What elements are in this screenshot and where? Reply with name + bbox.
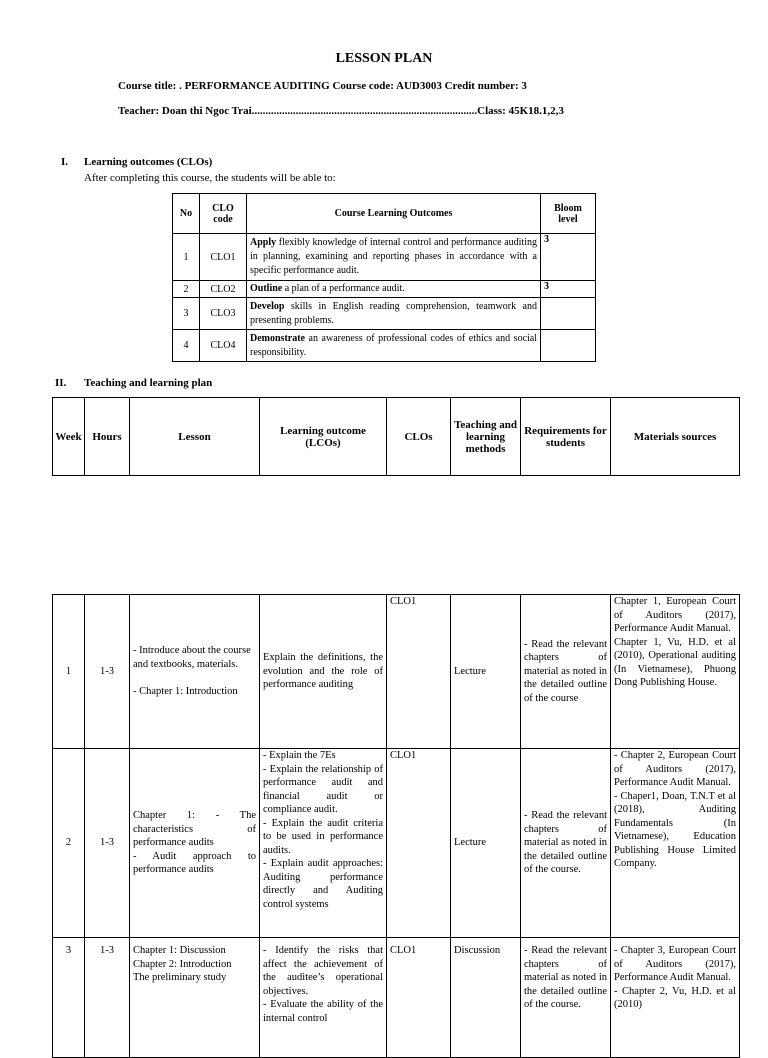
section-2-number: II.: [55, 377, 67, 389]
plan-materials-line: - Chapter 3, European Court of Auditors (2017), Performance Audit Manual.: [614, 945, 736, 983]
plan-outcome-line: Explain the definitions, the evolution and the role of performance auditing: [263, 652, 383, 691]
clo-text: skills in English reading comprehension, teamwork and presenting problems.: [250, 300, 537, 326]
clo-header-code: CLO code: [200, 194, 247, 234]
plan-lesson-line: - Audit approach to performance audits: [133, 850, 256, 876]
clo-row: [173, 281, 596, 298]
plan-header-requirements: Requirements for students: [521, 398, 611, 476]
clo-outcome: [247, 281, 541, 298]
plan-method: Lecture: [451, 595, 521, 749]
plan-materials: [611, 938, 740, 1058]
plan-week: 2: [53, 749, 85, 938]
plan-outcome-line: - Explain the relationship of performance audit and financial audit or compliance audit.: [263, 763, 383, 815]
clo-text: a plan of a performance audit.: [282, 283, 405, 294]
clo-verb: Outline: [250, 283, 283, 294]
clo-no: 2: [173, 281, 200, 298]
plan-outcome-line: - Explain the 7Es: [263, 750, 336, 761]
plan-row: [53, 938, 740, 1058]
clo-table: [172, 193, 596, 362]
plan-lesson-line: Chapter 1: Discussion: [133, 945, 226, 956]
teacher-info-line: Teacher: Doan thi Ngoc Trai..................................................................................Class: 45K18.1,2,3: [118, 105, 564, 117]
plan-week: 3: [53, 938, 85, 1058]
plan-materials: [611, 749, 740, 938]
clo-outcome: [247, 234, 541, 281]
plan-header-outcome: Learning outcome (LCOs): [260, 398, 387, 476]
clo-code: CLO4: [200, 330, 247, 362]
plan-header-row: [53, 398, 740, 476]
plan-table: [52, 594, 740, 1058]
plan-method: Lecture: [451, 749, 521, 938]
plan-materials-line: - Chapter 2, Vu, H.D. et al (2010): [614, 985, 736, 1010]
plan-header-methods: Teaching and learning methods: [451, 398, 521, 476]
plan-hours: 1-3: [85, 749, 130, 938]
clo-verb: Demonstrate: [250, 332, 305, 344]
plan-method: Discussion: [451, 938, 521, 1058]
plan-header-week: Week: [53, 398, 85, 476]
plan-lesson-line: - Chapter 1: Introduction: [133, 686, 238, 698]
plan-outcome: [260, 938, 387, 1058]
clo-header-no: No: [173, 194, 200, 234]
plan-header-materials: Materials sources: [611, 398, 740, 476]
plan-week: 1: [53, 595, 85, 749]
clo-code: CLO1: [200, 234, 247, 281]
plan-outcome: [260, 595, 387, 749]
plan-lesson: [130, 749, 260, 938]
plan-outcome-line: - Explain the audit criteria to be used in performance audits.: [263, 817, 383, 856]
clo-row: [173, 234, 596, 281]
plan-materials-line: Chapter 1, European Court of Auditors (2017), Performance Audit Manual.: [614, 596, 736, 634]
clo-code: CLO3: [200, 298, 247, 330]
clo-no: 3: [173, 298, 200, 330]
plan-lesson-line: The preliminary study: [133, 972, 227, 983]
plan-outcome-line: - Explain audit approaches: Auditing performance directly and Auditing control systems: [263, 858, 383, 910]
plan-outcome-line: - Evaluate the ability of the internal control: [263, 999, 383, 1024]
plan-outcome-line: - Identify the risks that affect the achievement of the auditee’s operational objectives.: [263, 945, 383, 997]
section-2-heading: Teaching and learning plan: [84, 377, 213, 389]
plan-lesson-line: Chapter 1: - The characteristics of performance audits: [133, 810, 256, 849]
plan-requirements: - Read the relevant chapters of material as noted in the detailed outline of the course.: [521, 749, 611, 938]
clo-bloom: 3: [541, 234, 596, 281]
clo-text: flexibly knowledge of internal control and performance auditing in planning, examining and reporting phases in accordance with a specific performance audit.: [250, 237, 537, 276]
plan-materials: [611, 595, 740, 749]
clo-verb: Develop: [250, 300, 285, 312]
plan-header-clos: CLOs: [387, 398, 451, 476]
plan-materials-line: - Chaper1, Doan, T.N.T et al (2018), Auditing Fundamentals (In Vietnamese), Education Publishing House Limited Company.: [614, 790, 736, 869]
section-1-number: I.: [61, 156, 69, 168]
clo-bloom: 3: [541, 281, 596, 298]
plan-materials-line: Chapter 1, Vu, H.D. et al (2010), Operational auditing (In Vietnamese), Phuong Dong Publishing House.: [614, 636, 736, 688]
plan-header-lesson: Lesson: [130, 398, 260, 476]
clo-header-bloom: Bloom level: [541, 194, 596, 234]
plan-outcome: [260, 749, 387, 938]
plan-hours: 1-3: [85, 595, 130, 749]
plan-clos: CLO1: [387, 938, 451, 1058]
clo-verb: Apply: [250, 237, 277, 248]
clo-header-outcomes: Course Learning Outcomes: [247, 194, 541, 234]
clo-bloom: [541, 298, 596, 330]
plan-row: [53, 749, 740, 938]
plan-lesson: [130, 595, 260, 749]
section-1-heading: Learning outcomes (CLOs): [84, 156, 213, 168]
clo-outcome: [247, 330, 541, 362]
clo-code: CLO2: [200, 281, 247, 298]
plan-header-hours: Hours: [85, 398, 130, 476]
page-title: LESSON PLAN: [335, 51, 433, 66]
plan-row: [53, 595, 740, 749]
clo-no: 4: [173, 330, 200, 362]
plan-requirements: - Read the relevant chapters of material as noted in the detailed outline of the course: [521, 595, 611, 749]
plan-hours: 1-3: [85, 938, 130, 1058]
plan-lesson-line: Chapter 2: Introduction: [133, 958, 232, 970]
plan-clos: CLO1: [387, 595, 451, 749]
clo-text: an awareness of professional codes of ethics and social responsibility.: [250, 332, 537, 358]
section-1-intro: After completing this course, the students will be able to:: [84, 172, 336, 184]
clo-table-header-row: [173, 194, 596, 234]
plan-header-table: [52, 397, 740, 476]
clo-row: [173, 298, 596, 330]
plan-lesson-line: - Introduce about the course and textbooks, materials.: [133, 645, 251, 670]
plan-lesson: [130, 938, 260, 1058]
clo-outcome: [247, 298, 541, 330]
plan-materials-line: - Chapter 2, European Court of Auditors (2017), Performance Audit Manual.: [614, 750, 736, 788]
plan-clos: CLO1: [387, 749, 451, 938]
plan-requirements: - Read the relevant chapters of material as noted in the detailed outline of the course.: [521, 938, 611, 1058]
clo-row: [173, 330, 596, 362]
course-info-line: Course title: . PERFORMANCE AUDITING Course code: AUD3003 Credit number: 3: [118, 80, 527, 92]
clo-bloom: [541, 330, 596, 362]
clo-no: 1: [173, 234, 200, 281]
